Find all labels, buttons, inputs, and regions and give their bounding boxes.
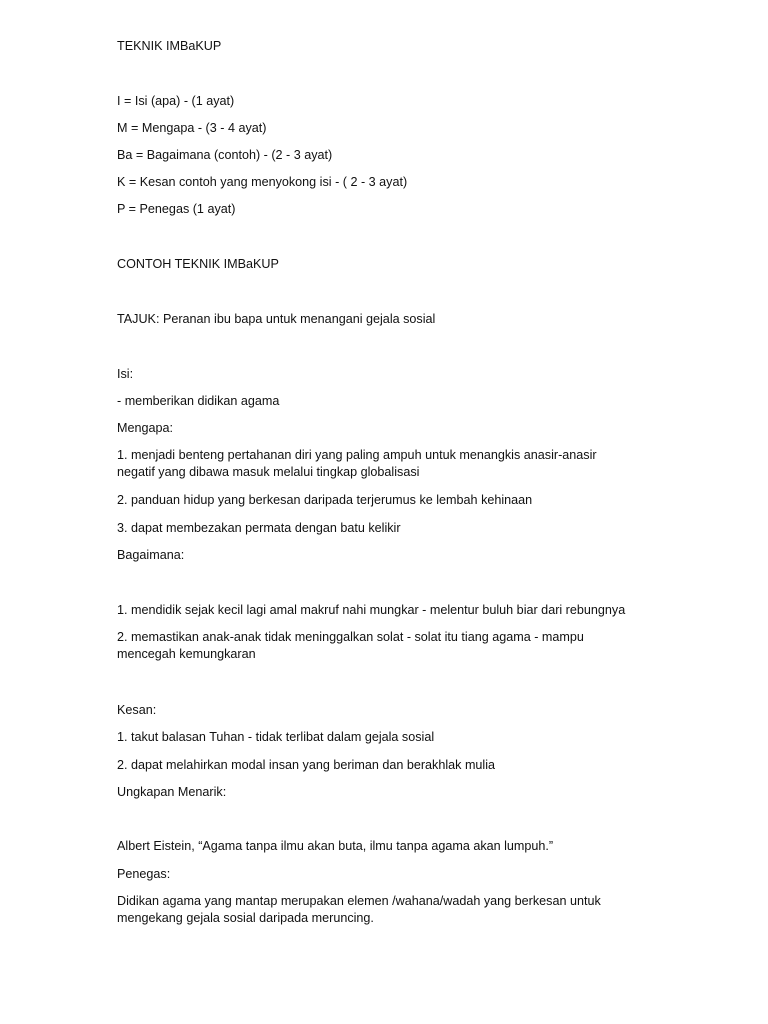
isi-label: Isi: <box>117 367 134 381</box>
penegas-text: Didikan agama yang mantap merupakan elemen /wahana/wadah yang berkesan untuk mengekang gejala sosial daripada meruncing. <box>117 894 601 925</box>
bagaimana-label: Bagaimana: <box>117 548 185 562</box>
mengapa-item-3: 3. dapat membezakan permata dengan batu kelikir <box>117 521 401 535</box>
penegas-label: Penegas: <box>117 867 171 881</box>
ungkapan-label: Ungkapan Menarik: <box>117 785 227 799</box>
mengapa-label: Mengapa: <box>117 421 174 435</box>
example-heading: CONTOH TEKNIK IMBaKUP <box>117 257 279 271</box>
legend-item-kesan: K = Kesan contoh yang menyokong isi - ( 2 - 3 ayat) <box>117 175 408 189</box>
isi-text: - memberikan didikan agama <box>117 394 280 408</box>
bagaimana-item-1: 1. mendidik sejak kecil lagi amal makruf nahi mungkar - melentur buluh biar dari rebungnya <box>117 603 626 617</box>
mengapa-item-2: 2. panduan hidup yang berkesan daripada terjerumus ke lembah kehinaan <box>117 493 533 507</box>
ungkapan-text: Albert Eistein, “Agama tanpa ilmu akan buta, ilmu tanpa agama akan lumpuh.” <box>117 839 554 853</box>
bagaimana-item-2: 2. memastikan anak-anak tidak meninggalkan solat - solat itu tiang agama - mampu mencegah kemungkaran <box>117 630 584 661</box>
legend-item-mengapa: M = Mengapa - (3 - 4 ayat) <box>117 121 267 135</box>
legend-item-bagaimana: Ba = Bagaimana (contoh) - (2 - 3 ayat) <box>117 148 333 162</box>
kesan-item-1: 1. takut balasan Tuhan - tidak terlibat dalam gejala sosial <box>117 730 435 744</box>
legend-item-isi: I = Isi (apa) - (1 ayat) <box>117 94 235 108</box>
kesan-item-2: 2. dapat melahirkan modal insan yang beriman dan berakhlak mulia <box>117 758 496 772</box>
mengapa-item-1: 1. menjadi benteng pertahanan diri yang paling ampuh untuk menangkis anasir-anasir negatif yang dibawa masuk melalui tingkap globalisasi <box>117 448 597 479</box>
legend-item-penegas: P = Penegas (1 ayat) <box>117 202 236 216</box>
document-heading: TEKNIK IMBaKUP <box>117 39 222 53</box>
kesan-label: Kesan: <box>117 703 157 717</box>
essay-title: TAJUK: Peranan ibu bapa untuk menangani gejala sosial <box>117 312 436 326</box>
